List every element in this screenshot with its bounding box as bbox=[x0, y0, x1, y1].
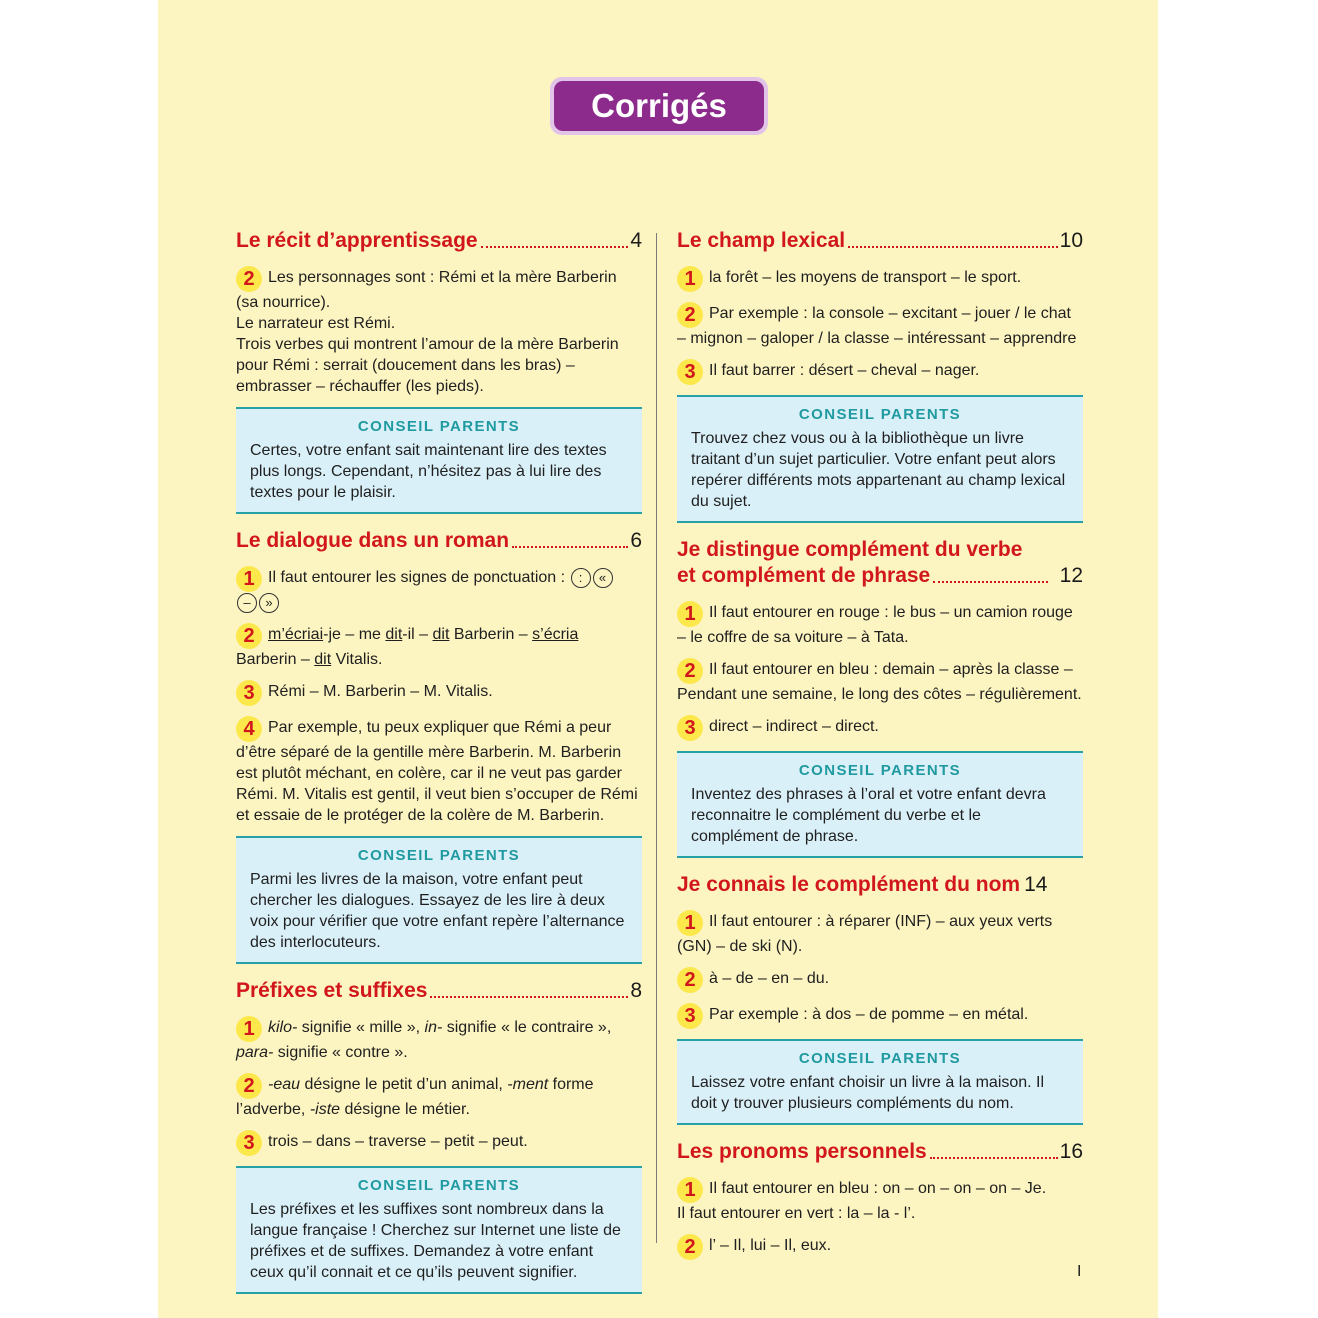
circled-symbol: « bbox=[593, 568, 613, 588]
number-badge: 3 bbox=[236, 680, 262, 706]
conseil-title: CONSEIL PARENTS bbox=[357, 1177, 521, 1194]
answer-item bbox=[236, 266, 642, 397]
answer-text: trois – dans – traverse – petit – peut. bbox=[268, 1133, 528, 1150]
section-title: Le champ lexical bbox=[677, 229, 846, 252]
right-column bbox=[677, 228, 1083, 1270]
answer-text: Vitalis. bbox=[331, 651, 383, 668]
answer-item bbox=[236, 1073, 642, 1120]
answer-text: forme l’adverbe, bbox=[236, 1076, 594, 1118]
circled-symbol: : bbox=[571, 568, 591, 588]
answer-text: désigne le métier. bbox=[340, 1101, 470, 1118]
circled-symbol: – bbox=[237, 593, 257, 613]
number-badge: 1 bbox=[677, 1177, 703, 1203]
answer-item bbox=[677, 1177, 1083, 1224]
conseil-title: CONSEIL PARENTS bbox=[357, 418, 521, 435]
leader-dots bbox=[512, 546, 628, 548]
answer-item bbox=[236, 1130, 642, 1156]
italic-word: -eau bbox=[268, 1076, 301, 1093]
section-page: 10 bbox=[1059, 229, 1083, 252]
answer-item bbox=[236, 623, 642, 670]
section-pronoms bbox=[677, 1139, 1083, 1260]
number-badge: 2 bbox=[677, 1234, 703, 1260]
number-badge: 3 bbox=[677, 359, 703, 385]
conseil-box bbox=[677, 395, 1083, 523]
section-title: Le récit d’apprentissage bbox=[236, 229, 478, 252]
number-badge: 1 bbox=[236, 566, 262, 592]
number-badge: 4 bbox=[236, 716, 262, 742]
section-title: Les pronoms personnels bbox=[677, 1140, 927, 1163]
conseil-text: Certes, votre enfant sait maintenant lire des textes plus longs. Cependant, n’hésitez pas à lui lire des textes pour le plaisir. bbox=[250, 442, 607, 501]
answer-text: signifie « contre ». bbox=[273, 1044, 408, 1061]
leader-dots bbox=[930, 1157, 1058, 1159]
section-complement-nom bbox=[677, 872, 1083, 1125]
conseil-box bbox=[677, 1039, 1083, 1125]
conseil-box bbox=[677, 751, 1083, 858]
underlined-word: s’écria bbox=[532, 626, 579, 643]
conseil-box bbox=[236, 836, 642, 964]
number-badge: 3 bbox=[677, 715, 703, 741]
title-badge bbox=[550, 77, 768, 135]
answer-item bbox=[236, 566, 642, 613]
underlined-word: dit bbox=[432, 626, 450, 643]
conseil-title: CONSEIL PARENTS bbox=[798, 406, 962, 423]
answer-item bbox=[236, 716, 642, 826]
answer-text: Il faut entourer en rouge : le bus – un camion rouge – le coffre de sa voiture – à Tata. bbox=[677, 604, 1073, 646]
answer-item bbox=[677, 910, 1083, 957]
page bbox=[158, 0, 1158, 1318]
answer-text: Trois verbes qui montrent l’amour de la mère Barberin pour Rémi : serrait (doucement dans les bras) – embrasser – réchauffer (les pieds). bbox=[236, 336, 619, 395]
number-badge: 2 bbox=[236, 1073, 262, 1099]
number-badge: 3 bbox=[236, 1130, 262, 1156]
section-heading bbox=[677, 1139, 1083, 1165]
answer-text: Il faut entourer les signes de ponctuation : bbox=[268, 569, 566, 586]
answer-text: Par exemple : la console – excitant – jouer / le chat – mignon – galoper / la classe – intéressant – apprendre bbox=[677, 305, 1077, 347]
conseil-title: CONSEIL PARENTS bbox=[798, 762, 962, 779]
answer-item bbox=[677, 266, 1083, 292]
answer-text: -je – me bbox=[323, 626, 386, 643]
section-heading bbox=[677, 228, 1083, 254]
section-heading bbox=[236, 978, 642, 1004]
answer-item bbox=[677, 967, 1083, 993]
section-complement-verbe bbox=[677, 537, 1083, 858]
section-heading bbox=[677, 537, 1083, 589]
section-page: 14 bbox=[1024, 873, 1048, 896]
conseil-text: Inventez des phrases à l’oral et votre enfant devra reconnaitre le complément du verbe et le complément de phrase. bbox=[691, 786, 1046, 845]
leader-dots bbox=[481, 246, 629, 248]
number-badge: 1 bbox=[677, 601, 703, 627]
answer-text: signifie « le contraire », bbox=[442, 1019, 612, 1036]
section-page: 16 bbox=[1059, 1140, 1083, 1163]
section-title: Je connais le complément du nom bbox=[677, 873, 1021, 896]
section-title: Préfixes et suffixes bbox=[236, 979, 428, 1002]
section-page: 4 bbox=[630, 229, 642, 252]
number-badge: 1 bbox=[677, 910, 703, 936]
answer-text: Par exemple : à dos – de pomme – en métal. bbox=[709, 1006, 1029, 1023]
answer-text: signifie « mille », bbox=[297, 1019, 425, 1036]
answer-text: Rémi – M. Barberin – M. Vitalis. bbox=[268, 683, 493, 700]
italic-word: -ment bbox=[507, 1076, 549, 1093]
answer-text: Le narrateur est Rémi. bbox=[236, 315, 396, 332]
answer-item bbox=[677, 302, 1083, 349]
number-badge: 2 bbox=[677, 658, 703, 684]
section-heading bbox=[236, 528, 642, 554]
answer-text: Il faut entourer en bleu : on – on – on – on – Je. bbox=[709, 1180, 1047, 1197]
number-badge: 1 bbox=[677, 266, 703, 292]
section-title-row bbox=[677, 563, 1083, 589]
italic-word: para- bbox=[236, 1044, 274, 1061]
answer-item bbox=[677, 359, 1083, 385]
answer-text: Il faut entourer en bleu : demain – après la classe – Pendant une semaine, le long des côtes – régulièrement. bbox=[677, 661, 1082, 703]
conseil-text: Les préfixes et les suffixes sont nombreux dans la langue française ! Cherchez sur Internet une liste de préfixes et de suffixes. Demandez à votre enfant ceux qu’il connait et ce qu’ils peuvent signifier. bbox=[250, 1201, 621, 1281]
number-badge: 2 bbox=[677, 967, 703, 993]
answer-text: Les personnages sont : Rémi et la mère Barberin (sa nourrice). bbox=[236, 269, 617, 311]
answer-text: Par exemple, tu peux expliquer que Rémi a peur d’être séparé de la gentille mère Barberin. M. Barberin est plutôt méchant, en colère, car il ne veut pas garder Rémi. M. Vitalis est gentil, il veut bien s’occuper de Rémi et essaie de le protéger de la colère de M. Barberin. bbox=[236, 719, 638, 824]
leader-dots bbox=[848, 246, 1058, 248]
answer-item bbox=[677, 1234, 1083, 1260]
italic-word: in- bbox=[424, 1019, 443, 1036]
conseil-text: Laissez votre enfant choisir un livre à la maison. Il doit y trouver plusieurs compléments du nom. bbox=[691, 1074, 1045, 1112]
italic-word: -iste bbox=[309, 1101, 341, 1118]
answer-item bbox=[677, 658, 1083, 705]
section-title: Je distingue complément du verbe bbox=[677, 538, 1023, 561]
conseil-box bbox=[236, 407, 642, 514]
page-title: Corrigés bbox=[554, 81, 764, 131]
answer-text: Barberin – bbox=[449, 626, 533, 643]
conseil-box bbox=[236, 1166, 642, 1294]
underlined-word: dit bbox=[314, 651, 332, 668]
column-divider bbox=[656, 233, 657, 1243]
conseil-text: Parmi les livres de la maison, votre enfant peut chercher les dialogues. Essayez de les lire à deux voix pour vérifier que votre enfant repère l’alternance des interlocuteurs. bbox=[250, 871, 625, 951]
section-page: 12 bbox=[1059, 564, 1083, 587]
answer-text: la forêt – les moyens de transport – le sport. bbox=[709, 269, 1022, 286]
underlined-word: m’écriai bbox=[268, 626, 324, 643]
answer-text: l’ – Il, lui – Il, eux. bbox=[709, 1237, 832, 1254]
answer-text: Il faut entourer en vert : la – la - l’. bbox=[677, 1205, 916, 1222]
underlined-word: dit bbox=[385, 626, 403, 643]
page-number: I bbox=[1077, 1263, 1082, 1280]
answer-item bbox=[677, 601, 1083, 648]
number-badge: 1 bbox=[236, 1016, 262, 1042]
number-badge: 3 bbox=[677, 1003, 703, 1029]
answer-text: Barberin – bbox=[236, 651, 315, 668]
section-recit bbox=[236, 228, 642, 514]
left-column bbox=[236, 228, 642, 1308]
section-dialogue bbox=[236, 528, 642, 964]
answer-item bbox=[677, 1003, 1083, 1029]
answer-text: à – de – en – du. bbox=[709, 970, 830, 987]
conseil-title: CONSEIL PARENTS bbox=[357, 847, 521, 864]
answer-item bbox=[236, 1016, 642, 1063]
section-page: 6 bbox=[630, 529, 642, 552]
circled-symbol: » bbox=[259, 593, 279, 613]
conseil-title: CONSEIL PARENTS bbox=[798, 1050, 962, 1067]
section-heading bbox=[236, 228, 642, 254]
section-heading bbox=[677, 872, 1083, 898]
italic-word: kilo- bbox=[268, 1019, 298, 1036]
section-title: Le dialogue dans un roman bbox=[236, 529, 510, 552]
leader-dots bbox=[933, 581, 1047, 583]
section-page: 8 bbox=[630, 979, 642, 1002]
answer-text: désigne le petit d’un animal, bbox=[300, 1076, 508, 1093]
section-champ-lexical bbox=[677, 228, 1083, 523]
section-title: et complément de phrase bbox=[677, 564, 931, 587]
answer-text: -il – bbox=[402, 626, 433, 643]
answer-item bbox=[677, 715, 1083, 741]
number-badge: 2 bbox=[236, 623, 262, 649]
answer-text: Il faut barrer : désert – cheval – nager. bbox=[709, 362, 980, 379]
leader-dots bbox=[430, 996, 628, 998]
conseil-text: Trouvez chez vous ou à la bibliothèque un livre traitant d’un sujet particulier. Votre enfant peut alors repérer différents mots appartenant au champ lexical du sujet. bbox=[691, 430, 1066, 510]
answer-text: direct – indirect – direct. bbox=[709, 718, 879, 735]
number-badge: 2 bbox=[236, 266, 262, 292]
answer-item bbox=[236, 680, 642, 706]
answer-text: Il faut entourer : à réparer (INF) – aux yeux verts (GN) – de ski (N). bbox=[677, 913, 1053, 955]
number-badge: 2 bbox=[677, 302, 703, 328]
section-prefixes bbox=[236, 978, 642, 1294]
